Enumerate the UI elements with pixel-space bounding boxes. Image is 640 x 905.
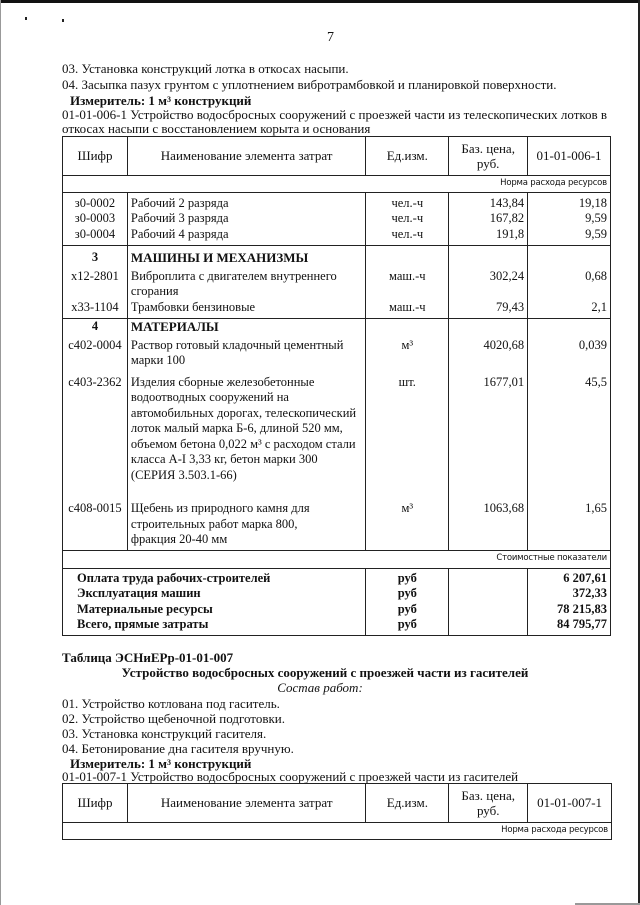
header-unit: Ед.изм. bbox=[366, 137, 449, 176]
scan-left-edge bbox=[0, 0, 1, 905]
scan-top-edge bbox=[0, 0, 640, 3]
cell-unit: маш.-ч bbox=[366, 300, 449, 319]
cell-code: х12-2801 bbox=[63, 266, 128, 300]
cell-name: Рабочий 3 разряда bbox=[127, 211, 365, 227]
summary-label: Материальные ресурсы bbox=[63, 602, 366, 618]
cell-unit: м³ bbox=[366, 335, 449, 369]
header-price bbox=[449, 137, 528, 176]
header-code: Шифр bbox=[63, 137, 128, 176]
cell-price: 1063,68 bbox=[449, 501, 528, 550]
summary-unit: руб bbox=[366, 586, 449, 602]
cell-unit: чел.-ч bbox=[366, 211, 449, 227]
cell-price: 167,82 bbox=[449, 211, 528, 227]
work-item: 03. Установка конструкций лотка в откосах насыпи. bbox=[62, 61, 349, 76]
norm-label: Норма расхода ресурсов bbox=[63, 176, 611, 193]
cell-name: Раствор готовый кладочный цементный марки 100 bbox=[127, 335, 365, 369]
item-title-line: откосах насыпи с восстановлением корыта и основания bbox=[62, 121, 371, 136]
cell-name: Щебень из природного камня для строительных работ марка 800, фракция 20-40 мм bbox=[127, 501, 365, 550]
cell-qty: 45,5 bbox=[528, 369, 611, 502]
section-header-row bbox=[63, 319, 611, 335]
summary-value: 6 207,61 bbox=[528, 568, 611, 586]
norm-label: Норма расхода ресурсов bbox=[63, 823, 612, 840]
cost-label-row bbox=[63, 550, 611, 568]
work-item: 02. Устройство щебеночной подготовки. bbox=[62, 711, 285, 726]
resource-table bbox=[62, 136, 611, 636]
cell-name: Изделия сборные железобетонные водоотводных сооружений на автомобильных дорогах, телескопический лоток малый марка Б-6, длиной 520 мм, объемом бетона 0,022 м³ с расходом стали класса А-I 3,33 кг, бетон марки 300 (СЕРИЯ 3.503.1-66) bbox=[127, 369, 365, 502]
header-norm-code: 01-01-007-1 bbox=[528, 784, 612, 823]
cell-qty: 1,65 bbox=[528, 501, 611, 550]
section-title: МАТЕРИАЛЫ bbox=[127, 319, 365, 335]
cell-code: с408-0015 bbox=[63, 501, 128, 550]
summary-value: 78 215,83 bbox=[528, 602, 611, 618]
cell-code: з0-0002 bbox=[63, 192, 128, 211]
summary-value: 84 795,77 bbox=[528, 617, 611, 635]
summary-label: Эксплуатация машин bbox=[63, 586, 366, 602]
cell-price: 143,84 bbox=[449, 192, 528, 211]
meter-suffix: конструкций bbox=[171, 756, 252, 771]
page-number: 7 bbox=[327, 30, 334, 45]
work-item: 04. Бетонирование дна гасителя вручную. bbox=[62, 741, 294, 756]
meter-suffix: конструкций bbox=[171, 93, 252, 108]
table-id: Таблица ЭСНиЕРр-01-01-007 bbox=[62, 650, 234, 665]
cell-qty: 9,59 bbox=[528, 227, 611, 246]
summary-unit: руб bbox=[366, 602, 449, 618]
cell-name: Рабочий 4 разряда bbox=[127, 227, 365, 246]
cell-price: 79,43 bbox=[449, 300, 528, 319]
cost-label: Стоимостные показатели bbox=[63, 550, 611, 568]
header-price bbox=[449, 784, 528, 823]
cell-code: с403-2362 bbox=[63, 369, 128, 502]
summary-label: Оплата труда рабочих-строителей bbox=[63, 568, 366, 586]
cell-unit: маш.-ч bbox=[366, 266, 449, 300]
cell-price: 4020,68 bbox=[449, 335, 528, 369]
cell-name: Рабочий 2 разряда bbox=[127, 192, 365, 211]
header-norm-code: 01-01-006-1 bbox=[528, 137, 611, 176]
cell-name: Трамбовки бензиновые bbox=[127, 300, 365, 319]
resource-table-2 bbox=[62, 783, 612, 840]
cell-code: з0-0003 bbox=[63, 211, 128, 227]
summary-label: Всего, прямые затраты bbox=[63, 617, 366, 635]
cell-qty: 0,68 bbox=[528, 266, 611, 300]
cell-unit: чел.-ч bbox=[366, 227, 449, 246]
cell-name: Виброплита с двигателем внутреннего сгорания bbox=[127, 266, 365, 300]
item-title-line: 01-01-007-1 Устройство водосбросных сооружений с проезжей части из гасителей bbox=[62, 769, 519, 784]
table-row bbox=[63, 227, 611, 246]
cell-qty: 0,039 bbox=[528, 335, 611, 369]
table-row bbox=[63, 335, 611, 369]
cell-unit: шт. bbox=[366, 369, 449, 502]
cell-qty: 19,18 bbox=[528, 192, 611, 211]
work-item: 01. Устройство котлована под гаситель. bbox=[62, 696, 280, 711]
cell-price: 302,24 bbox=[449, 266, 528, 300]
summary-row bbox=[63, 568, 611, 586]
composition-label: Состав работ: bbox=[277, 680, 363, 695]
cell-price: 1677,01 bbox=[449, 369, 528, 502]
scan-mark bbox=[62, 19, 64, 22]
section-title: МАШИНЫ И МЕХАНИЗМЫ bbox=[127, 246, 365, 266]
table-row bbox=[63, 211, 611, 227]
work-item: 03. Установка конструкций гасителя. bbox=[62, 726, 267, 741]
cell-qty: 9,59 bbox=[528, 211, 611, 227]
table-row bbox=[63, 369, 611, 502]
meter-sup: 3 bbox=[167, 95, 172, 104]
cell-qty: 2,1 bbox=[528, 300, 611, 319]
table-row bbox=[63, 266, 611, 300]
summary-unit: руб bbox=[366, 617, 449, 635]
header-price-line1: Баз. цена, bbox=[461, 141, 515, 156]
table-header-row bbox=[63, 784, 612, 823]
header-price-line1: Баз. цена, bbox=[461, 788, 515, 803]
summary-value: 372,33 bbox=[528, 586, 611, 602]
header-name: Наименование элемента затрат bbox=[127, 784, 366, 823]
header-price-line2: руб. bbox=[476, 156, 500, 171]
cell-code: х33-1104 bbox=[63, 300, 128, 319]
table-header-row bbox=[63, 137, 611, 176]
cell-code: с402-0004 bbox=[63, 335, 128, 369]
cell-price: 191,8 bbox=[449, 227, 528, 246]
table-row bbox=[63, 501, 611, 550]
header-name: Наименование элемента затрат bbox=[127, 137, 365, 176]
meter-text: Измеритель: 1 м bbox=[70, 93, 168, 108]
table-row bbox=[63, 192, 611, 211]
header-price-line2: руб. bbox=[476, 803, 500, 818]
cell-unit: чел.-ч bbox=[366, 192, 449, 211]
meter-sup: 3 bbox=[167, 758, 172, 767]
cell-code: з0-0004 bbox=[63, 227, 128, 246]
work-item: 04. Засыпка пазух грунтом с уплотнением вибротрамбовкой и планировкой поверхности. bbox=[62, 77, 557, 92]
header-unit: Ед.изм. bbox=[366, 784, 449, 823]
item-title-line: 01-01-006-1 Устройство водосбросных сооружений с проезжей части из телескопических лотков в bbox=[62, 107, 608, 122]
section-title: Устройство водосбросных сооружений с проезжей части из гасителей bbox=[121, 665, 529, 680]
norm-label-row bbox=[63, 176, 611, 193]
meter-text: Измеритель: 1 м bbox=[70, 756, 168, 771]
section-header-row bbox=[63, 246, 611, 266]
header-code: Шифр bbox=[63, 784, 128, 823]
summary-row bbox=[63, 586, 611, 602]
summary-unit: руб bbox=[366, 568, 449, 586]
section-number: 4 bbox=[63, 319, 128, 335]
summary-row bbox=[63, 602, 611, 618]
cell-unit: м³ bbox=[366, 501, 449, 550]
norm-label-row bbox=[63, 823, 612, 840]
summary-row bbox=[63, 617, 611, 635]
table-row bbox=[63, 300, 611, 319]
scan-mark bbox=[25, 17, 27, 20]
section-number: 3 bbox=[63, 246, 128, 266]
